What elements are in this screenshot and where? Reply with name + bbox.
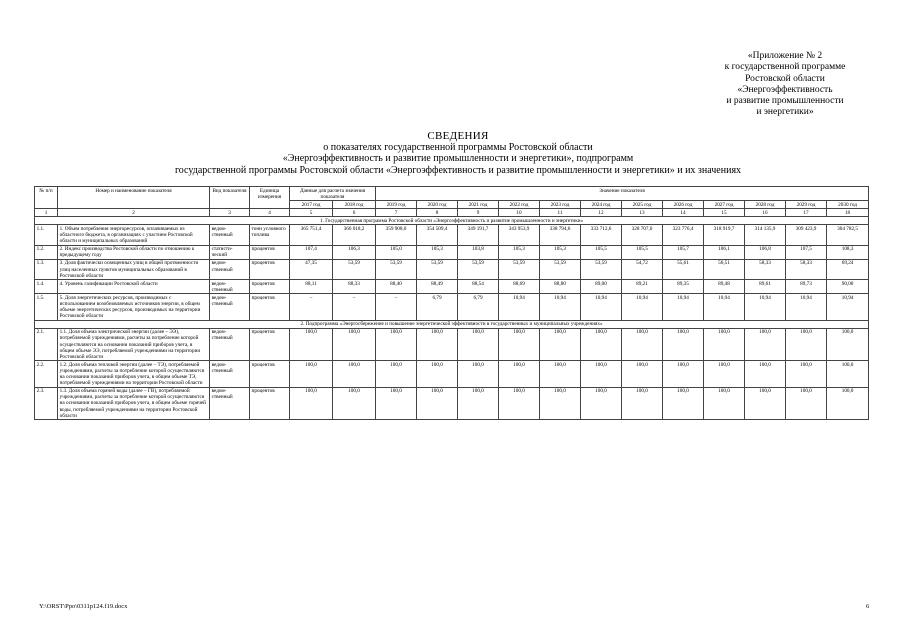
column-number: 5 bbox=[290, 209, 333, 217]
table-row bbox=[35, 328, 869, 360]
value-cell: 53,59 bbox=[376, 259, 417, 279]
header-type: Вид показателя bbox=[210, 187, 250, 209]
title-line: «Энергоэффективность и развитие промышленности и энергетики», подпрограмм bbox=[282, 153, 634, 165]
value-cell: 106,1 bbox=[704, 245, 745, 259]
value-cell: 100,0 bbox=[499, 361, 540, 387]
value-cell: 100,0 bbox=[376, 361, 417, 387]
value-cell: 100,0 bbox=[663, 387, 704, 419]
value-cell: – bbox=[333, 294, 376, 320]
value-cell: 100,0 bbox=[376, 328, 417, 360]
unit-cell: тонн условного топлива bbox=[250, 225, 290, 245]
row-number: 1.4. bbox=[35, 280, 58, 294]
appendix-line: Ростовской области bbox=[745, 73, 825, 84]
value-cell: 100,0 bbox=[290, 361, 333, 387]
value-cell: 100,0 bbox=[745, 328, 786, 360]
header-base: Данные для расчета значения показателя bbox=[290, 187, 376, 201]
value-cell: 55,61 bbox=[663, 259, 704, 279]
appendix-line: «Приложение № 2 bbox=[747, 51, 823, 61]
section-row bbox=[35, 217, 869, 225]
value-cell: 105,3 bbox=[540, 245, 581, 259]
value-cell: 100,0 bbox=[499, 387, 540, 419]
year-cell: 2024 год bbox=[581, 201, 622, 209]
unit-cell: процентов bbox=[250, 361, 290, 387]
value-cell: 106,8 bbox=[745, 245, 786, 259]
indicator-type: ведом-ственный bbox=[210, 225, 250, 245]
value-cell: 105,7 bbox=[663, 245, 704, 259]
indicator-name: 5. Доля энергетических ресурсов, производимых с использованием возобновляемых источников энергии, в общем объеме энергетических ресурсов, производимых на территории Ростовской области bbox=[58, 294, 210, 320]
year-cell: 2030 год bbox=[827, 201, 869, 209]
header-values: Значение показателя bbox=[376, 187, 869, 201]
header-name: Номер и наименование показателя bbox=[58, 187, 210, 209]
value-cell: 10,94 bbox=[499, 294, 540, 320]
unit-cell: процентов bbox=[250, 259, 290, 279]
column-number-row bbox=[35, 209, 869, 217]
unit-cell: процентов bbox=[250, 328, 290, 360]
year-cell: 2023 год bbox=[540, 201, 581, 209]
unit-cell: процентов bbox=[250, 294, 290, 320]
table-row bbox=[35, 387, 869, 419]
value-cell: 89,61 bbox=[745, 280, 786, 294]
column-number: 8 bbox=[417, 209, 458, 217]
unit-cell: процентов bbox=[250, 245, 290, 259]
row-number: 2.2. bbox=[35, 361, 58, 387]
header-num: № п/п bbox=[35, 187, 58, 209]
value-cell: 100,0 bbox=[333, 361, 376, 387]
title-main: СВЕДЕНИЯ bbox=[427, 130, 489, 142]
value-cell: 10,94 bbox=[622, 294, 663, 320]
value-cell: 88,49 bbox=[417, 280, 458, 294]
value-cell: 328 707,0 bbox=[622, 225, 663, 245]
unit-cell: процентов bbox=[250, 280, 290, 294]
value-cell: 100,0 bbox=[663, 328, 704, 360]
appendix-line: и энергетики» bbox=[756, 107, 814, 118]
section-title: 1. Государственная программа Ростовской области «Энергоэффективность и развитие промышленности и энергетики» bbox=[35, 217, 869, 225]
value-cell: 100,0 bbox=[745, 361, 786, 387]
value-cell: 88,11 bbox=[290, 280, 333, 294]
column-number: 14 bbox=[663, 209, 704, 217]
value-cell: 100,0 bbox=[581, 361, 622, 387]
year-cell: 2028 год bbox=[745, 201, 786, 209]
value-cell: 103,8 bbox=[458, 245, 499, 259]
appendix-line: и развитие промышленности bbox=[726, 96, 844, 107]
value-cell: 309 423,9 bbox=[786, 225, 827, 245]
value-cell: 88,69 bbox=[499, 280, 540, 294]
value-cell: 10,94 bbox=[786, 294, 827, 320]
value-cell: 56,51 bbox=[704, 259, 745, 279]
column-number: 7 bbox=[376, 209, 417, 217]
value-cell: 100,0 bbox=[290, 328, 333, 360]
value-cell: 89,35 bbox=[663, 280, 704, 294]
value-cell: 89,48 bbox=[704, 280, 745, 294]
value-cell: 100,0 bbox=[417, 328, 458, 360]
value-cell: 58,33 bbox=[745, 259, 786, 279]
value-cell: 53,59 bbox=[458, 259, 499, 279]
row-number: 1.3. bbox=[35, 259, 58, 279]
value-cell: 349 191,7 bbox=[458, 225, 499, 245]
value-cell: 88,80 bbox=[540, 280, 581, 294]
column-number: 2 bbox=[58, 209, 210, 217]
value-cell: 107,5 bbox=[786, 245, 827, 259]
year-cell: 2018 год bbox=[333, 201, 376, 209]
unit-cell: процентов bbox=[250, 387, 290, 419]
year-cell: 2022 год bbox=[499, 201, 540, 209]
column-number: 15 bbox=[704, 209, 745, 217]
value-cell: 100,0 bbox=[786, 387, 827, 419]
value-cell: 53,59 bbox=[540, 259, 581, 279]
value-cell: 6,79 bbox=[458, 294, 499, 320]
indicator-type: статисти-ческий bbox=[210, 245, 250, 259]
row-number: 2.1. bbox=[35, 328, 58, 360]
value-cell: 100,0 bbox=[622, 328, 663, 360]
year-cell: 2026 год bbox=[663, 201, 704, 209]
value-cell: 100,0 bbox=[827, 328, 869, 360]
table-row bbox=[35, 245, 869, 259]
value-cell: 100,0 bbox=[745, 387, 786, 419]
value-cell: 90,00 bbox=[827, 280, 869, 294]
value-cell: 359 908,0 bbox=[376, 225, 417, 245]
indicator-name: 2. Индекс производства Ростовской области по отношению к предыдущему году bbox=[58, 245, 210, 259]
value-cell: 365 751,4 bbox=[290, 225, 333, 245]
value-cell: – bbox=[376, 294, 417, 320]
value-cell: 100,0 bbox=[827, 387, 869, 419]
value-cell: 314 135,9 bbox=[745, 225, 786, 245]
value-cell: 100,0 bbox=[786, 361, 827, 387]
indicator-name: 1. Объем потребления энергоресурсов, оплачиваемых из областного бюджета, в организациях с участием Ростовской области и муниципальных образований bbox=[58, 225, 210, 245]
value-cell: 53,59 bbox=[333, 259, 376, 279]
indicator-type: ведом-ственный bbox=[210, 280, 250, 294]
table-row bbox=[35, 225, 869, 245]
value-cell: 10,94 bbox=[581, 294, 622, 320]
value-cell: 89,73 bbox=[786, 280, 827, 294]
value-cell: 105,0 bbox=[376, 245, 417, 259]
year-cell: 2027 год bbox=[704, 201, 745, 209]
column-number: 1 bbox=[35, 209, 58, 217]
table-row bbox=[35, 294, 869, 320]
value-cell: 105,3 bbox=[499, 245, 540, 259]
appendix-block bbox=[690, 51, 880, 119]
row-number: 1.5. bbox=[35, 294, 58, 320]
value-cell: 100,0 bbox=[540, 387, 581, 419]
value-cell: 304 782,5 bbox=[827, 225, 869, 245]
value-cell: 53,59 bbox=[417, 259, 458, 279]
value-cell: 88,40 bbox=[376, 280, 417, 294]
year-cell: 2025 год bbox=[622, 201, 663, 209]
column-number: 12 bbox=[581, 209, 622, 217]
indicator-type: ведом-ственный bbox=[210, 294, 250, 320]
value-cell: 100,0 bbox=[333, 387, 376, 419]
value-cell: 10,94 bbox=[827, 294, 869, 320]
value-cell: 89,00 bbox=[581, 280, 622, 294]
value-cell: 100,0 bbox=[704, 361, 745, 387]
year-cell: 2020 год bbox=[417, 201, 458, 209]
year-cell: 2029 год bbox=[786, 201, 827, 209]
value-cell: 100,0 bbox=[499, 328, 540, 360]
section-title: 2. Подпрограмма «Энергосбережение и повышение энергетической эффективности в государственных и муниципальных учреждениях» bbox=[35, 320, 869, 328]
value-cell: 105,5 bbox=[622, 245, 663, 259]
page-number: 6 bbox=[866, 603, 870, 610]
value-cell: 107,4 bbox=[290, 245, 333, 259]
value-cell: 53,59 bbox=[499, 259, 540, 279]
appendix-line: к государственной программе bbox=[724, 62, 846, 73]
column-number: 6 bbox=[333, 209, 376, 217]
value-cell: – bbox=[290, 294, 333, 320]
indicator-type: ведом-ственный bbox=[210, 387, 250, 419]
value-cell: 100,0 bbox=[540, 361, 581, 387]
value-cell: 106,3 bbox=[333, 245, 376, 259]
value-cell: 100,0 bbox=[458, 328, 499, 360]
title-line: о показателях государственной программы Ростовской области bbox=[323, 142, 593, 154]
column-number: 11 bbox=[540, 209, 581, 217]
value-cell: 354 509,4 bbox=[417, 225, 458, 245]
value-cell: 10,94 bbox=[745, 294, 786, 320]
row-number: 1.2. bbox=[35, 245, 58, 259]
value-cell: 88,54 bbox=[458, 280, 499, 294]
value-cell: 338 794,6 bbox=[540, 225, 581, 245]
value-cell: 100,0 bbox=[333, 328, 376, 360]
indicator-name: 4. Уровень газификации Ростовской области bbox=[58, 280, 210, 294]
value-cell: 100,0 bbox=[663, 361, 704, 387]
year-cell: 2019 год bbox=[376, 201, 417, 209]
value-cell: 343 953,9 bbox=[499, 225, 540, 245]
value-cell: 100,0 bbox=[786, 328, 827, 360]
value-cell: 108,3 bbox=[827, 245, 869, 259]
value-cell: 10,94 bbox=[540, 294, 581, 320]
year-cell: 2017 год bbox=[290, 201, 333, 209]
table-row bbox=[35, 259, 869, 279]
table-row bbox=[35, 361, 869, 387]
value-cell: 100,0 bbox=[376, 387, 417, 419]
indicator-name: 1.3. Доля объема горячей воды (далее – ГВ), потребляемой учреждениями, расчеты за потребление которой осуществляются на основании показаний приборов учета, в общем объеме горячей воды, потребляемой учреждениями на территории Ростовской области bbox=[58, 387, 210, 419]
header-row bbox=[35, 187, 869, 201]
value-cell: 105,3 bbox=[417, 245, 458, 259]
value-cell: 100,0 bbox=[540, 328, 581, 360]
value-cell: 89,21 bbox=[622, 280, 663, 294]
value-cell: 366 018,2 bbox=[333, 225, 376, 245]
value-cell: 323 776,4 bbox=[663, 225, 704, 245]
column-number: 10 bbox=[499, 209, 540, 217]
value-cell: 10,94 bbox=[663, 294, 704, 320]
title-line: государственной программы Ростовской области «Энергоэффективность и развитие промышленности и энергетики» и их значениях bbox=[174, 164, 742, 176]
column-number: 16 bbox=[745, 209, 786, 217]
column-number: 3 bbox=[210, 209, 250, 217]
indicator-name: 1.1. Доля объема электрической энергии (далее – ЭЭ), потребляемой учреждениями, расчеты за потребление которой осуществляются на основании показаний приборов учета, в общем объеме ЭЭ, потребляемой учреждениями на территории Ростовской области bbox=[58, 328, 210, 360]
value-cell: 100,0 bbox=[417, 361, 458, 387]
section-row bbox=[35, 320, 869, 328]
file-path: Y:\ORST\Ppo\0311p124.f19.docx bbox=[39, 603, 128, 610]
row-number: 1.1. bbox=[35, 225, 58, 245]
year-cell: 2021 год bbox=[458, 201, 499, 209]
indicator-name: 3. Доля фактически освещенных улиц в общей протяженности улиц населенных пунктов муниципальных образований в Ростовской области bbox=[58, 259, 210, 279]
header-unit: Единица измерения bbox=[250, 187, 290, 209]
value-cell: 10,94 bbox=[704, 294, 745, 320]
value-cell: 54,72 bbox=[622, 259, 663, 279]
column-number: 17 bbox=[786, 209, 827, 217]
value-cell: 100,0 bbox=[622, 361, 663, 387]
row-number: 2.3. bbox=[35, 387, 58, 419]
value-cell: 100,0 bbox=[827, 361, 869, 387]
value-cell: 53,59 bbox=[581, 259, 622, 279]
table-row bbox=[35, 280, 869, 294]
column-number: 9 bbox=[458, 209, 499, 217]
value-cell: 105,5 bbox=[581, 245, 622, 259]
column-number: 4 bbox=[250, 209, 290, 217]
value-cell: 100,0 bbox=[458, 361, 499, 387]
value-cell: 69,24 bbox=[827, 259, 869, 279]
value-cell: 100,0 bbox=[417, 387, 458, 419]
column-number: 18 bbox=[827, 209, 869, 217]
value-cell: 6,79 bbox=[417, 294, 458, 320]
value-cell: 100,0 bbox=[581, 328, 622, 360]
indicators-table bbox=[34, 186, 869, 420]
value-cell: 318 919,7 bbox=[704, 225, 745, 245]
appendix-line: «Энергоэффективность bbox=[737, 84, 833, 95]
value-cell: 100,0 bbox=[458, 387, 499, 419]
indicator-type: ведом-ственный bbox=[210, 361, 250, 387]
value-cell: 58,33 bbox=[786, 259, 827, 279]
value-cell: 100,0 bbox=[704, 328, 745, 360]
value-cell: 333 712,6 bbox=[581, 225, 622, 245]
value-cell: 100,0 bbox=[581, 387, 622, 419]
indicator-type: ведом-ственный bbox=[210, 259, 250, 279]
value-cell: 100,0 bbox=[622, 387, 663, 419]
value-cell: 100,0 bbox=[290, 387, 333, 419]
value-cell: 100,0 bbox=[704, 387, 745, 419]
value-cell: 88,33 bbox=[333, 280, 376, 294]
value-cell: 47,35 bbox=[290, 259, 333, 279]
indicator-type: ведом-ственный bbox=[210, 328, 250, 360]
column-number: 13 bbox=[622, 209, 663, 217]
document-title bbox=[100, 131, 816, 176]
indicator-name: 1.2. Доля объема тепловой энергии (далее – ТЭ), потребляемой учреждениями, расчеты за потребление которой осуществляются на основании показаний приборов учета, в общем объеме ТЭ, потребляемой учреждениями на территории Ростовской области bbox=[58, 361, 210, 387]
